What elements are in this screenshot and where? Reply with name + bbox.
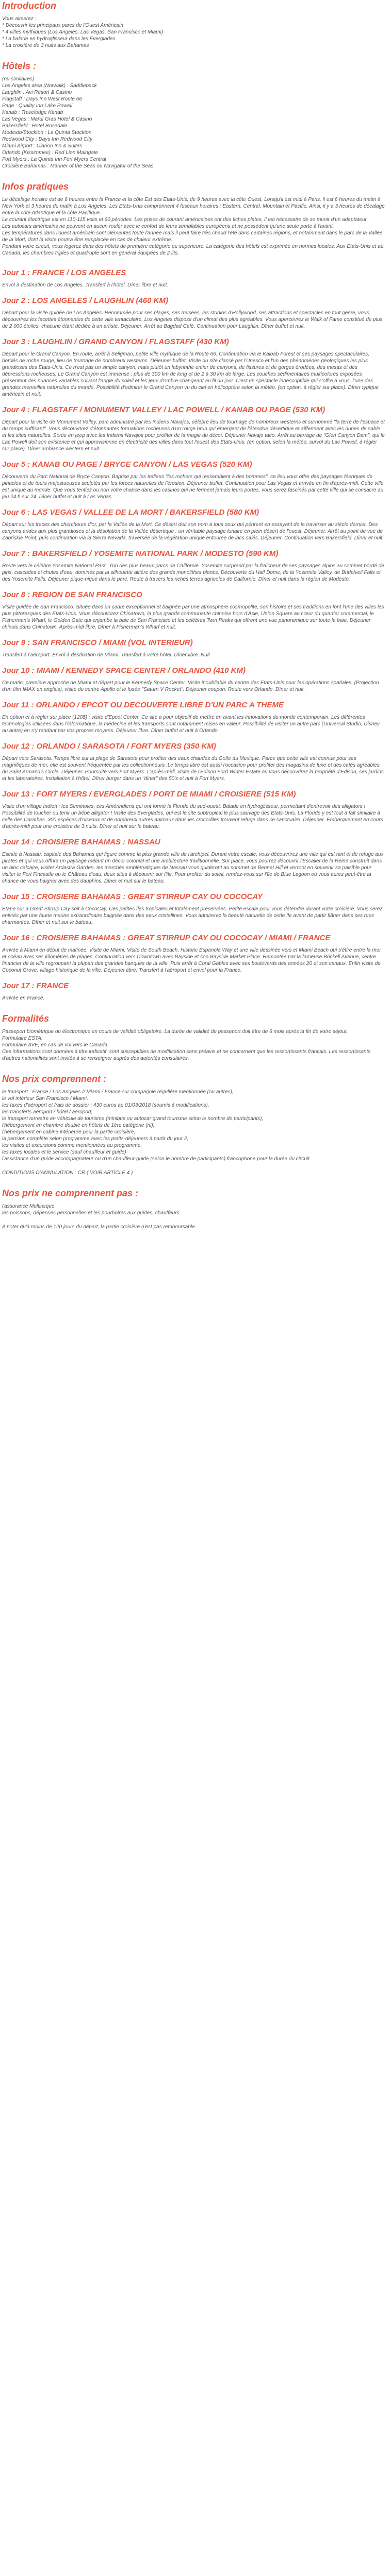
introduction-heading: Introduction (2, 1, 56, 11)
comprend-line: le vol intérieur San Francisco / Miami, (2, 1096, 88, 1101)
day-9 (2, 638, 385, 658)
day-title: Jour 7 : BAKERSFIELD / YOSEMITE NATIONAL PARK / MODESTO (590 KM) (2, 549, 279, 558)
day-title: Jour 5 : KANAB OU PAGE / BRYCE CANYON / LAS VEGAS (520 KM) (2, 460, 252, 469)
day-title: Jour 9 : SAN FRANCISCO / MIAMI (VOL INTERIEUR) (2, 638, 193, 647)
day-text: Étape sur à Great Stirrup Cay soit à CocoCay. Ces petites îles tropicales et totalement préservées. Petite escale pour vous détendre durant votre croisière. Vous serez enivrés par une faune marine extraordinaire baignée dans des eaux cristallines. Vous admirerez la beauté naturelle de cette île avant de partir flâner dans ses rues charmantes. Dîner et nuit sur le bateau. (2, 906, 383, 925)
day-text: Départ sur les traces des chercheurs d'or, par la Vallée de la Mort. Ce désert doit son nom à tous ceux qui périrent en essayant de la traverser au siècle dernier. Des canyons arides aux plus grandioses et la désolation de la Vallée désertique : un véritable paysage lunaire en plein désert de l'ouest. Déjeuner. Arrêt au point de vue de Zabriskie Point, puis continuation via la Sierra Nevada, traversée de la végétation unique entourée de lacs salés. Déjeuner. Continuation vers Bakersfield. Dîner et nuit. (2, 522, 384, 541)
day-text: Route vers le célèbre Yosemite National Park : l'un des plus beaux parcs de Californie. Yosemite surprend par la fraîcheur de ses paysages alpins au sommet bordé de pins, cascades et chutes d'eau, dominés par la silhouette altière des grands monolithes blancs. Découverte du Half Dome, de la Yosemite Valley, de Bridalveil Falls et des Yosemite Falls. Déjeuner pique-nique dans le parc. Route à travers les riches terres agricoles de Californie. Dîner et nuit dans la région de Modesto. (2, 563, 384, 582)
hotels-list (2, 76, 385, 170)
day-8 (2, 590, 385, 631)
formalites-line: Ces informations sont données à titre indicatif, sont susceptibles de modification sans préavis et ne concernent que les ressortissants français. Les ressortissants d'autres nationalités sont invités à se renseigner auprès des autorités consulaires. (2, 1049, 371, 1061)
infos-paragraph: Le courant électrique est en 110-115 volts et 60 périodes. Les prises de courant américaines ont des fiches plates, il est nécessaire de se munir d'un adaptateur. (2, 217, 368, 223)
infos-paragraph: Les autocars américains ne peuvent en aucun rouler avec le confort de leurs semblables européens et ne possèdent qu'une seule porte à l'avant. (2, 224, 334, 229)
day-text: Découverte du Parc National de Bryce Canyon. Baptisé par les Indiens "les rochers qui ressemblent à des hommes", ce lieu vous offre des paysages féeriques de pinacles et de tours majestueuses sculptés par les forces naturelles de l'érosion. Déjeuner buffet. Continuation pour Las Vegas et arrivée en fin d'après-midi. Cette ville est unique au monde. Que vous tentiez ou non votre chance dans les casinos qui ne ferment jamais leurs portes, vous serez fascinés par cette ville qui se consacre au jeu 24 h sur 24. Dîner buffet et nuit à Las Vegas. (2, 474, 384, 500)
nencomprend-line: les boissons, dépenses personnelles et les pourboires aux guides, chauffeurs. (2, 1210, 181, 1216)
introduction-line: * Découvrir les principaux parcs de l'Ouest Américain (2, 23, 123, 28)
day-5 (2, 460, 385, 500)
day-title: Jour 16 : CROISIERE BAHAMAS : GREAT STIRRUP CAY OU COCOCAY / MIAMI / FRANCE (2, 934, 331, 942)
day-text: Départ pour le Grand Canyon. En route, arrêt à Seligman, petite ville mythique de la Route 66. Continuation via le Kaibab Forest et ses paysages spectaculaires, bordés de roche rouge, lieu de tournage de nombreux westerns. Déjeuner buffet. Visite du site classé par l'Unesco et l'un des phénomènes géologiques les plus grandioses des Etats-Unis. Ce n'est pas un simple canyon, mais plutôt un labyrinthe entier de canyons, de fissures et de gorges érodées, des mesas et des dépressions rocheuses. Le Grand Canyon est immense : plus de 300 km de long et de 2 à 30 km de large. Les couches sédimentaires multicolores exposées présentent des nuances variables suivant l'angle du soleil et les jeux d'ombre changeant au fil du jour. C'est un spectacle indescriptible qui s'offre à vous, l'une des grandes merveilles naturelles du monde. Possibilité d'admirer le Grand Canyon vu du ciel en hélicoptère selon la météo, (en option, à régler sur place). Dîner typique américain et nuit. (2, 351, 379, 397)
day-text: Départ pour la visite guidée de Los Angeles. Renommée pour ses plages, ses musées, les studios d'Hollywood, ses attractions et spectacles en tout genre, vous découvrirez les facettes étonnantes de cette ville tentaculaire. Los Angeles dispose d'un climat des plus agréables. Vous apercevrez le Walk of Fame constitué de plus de 2 000 étoiles, chacune étant dédiée à un artiste. Déjeuner. Arrêt au Bagdad Café. Continuation pour Laughlin. Dîner buffet et nuit. (2, 310, 383, 329)
day-11 (2, 700, 385, 734)
day-12 (2, 741, 385, 782)
day-14 (2, 837, 385, 885)
day-text: Escale à Nassau, capitale des Bahamas qui figure comme la plus grande ville de l'archipel. Durant votre escale, vous découvrirez une ville qui est tant et de refuge aux pirates et qui vous offrira un paysage mêlant un décor colonial et une architecture traditionnelle. Sur place, vous pourrez découvrir l'Escalier de la Reine construit dans un bloc calcaire, visiter Ardastra Garden, les marchés emblématiques de Nassau vous guideront au sommet de Bennet Hill et verront en souvenir sa paisible pour visiter le Fort Fincastle ou le Château d'eau, deux sites à découvrir sur l'île. Pour profiter du soleil, rendez-vous sur l'île de Blue Lagoon où vous aurez peut-être la chance de vous baigner avec des dauphins. Dîner et nuit sur le bateau. (2, 852, 384, 884)
hotels-heading: Hôtels : (2, 61, 37, 71)
infos-paragraph: Le décalage horaire est de 6 heures entre la France et la côte Est des Etats-Unis, de 9 heures avec la côte Ouest. Lorsqu'il est midi à Paris, il est 6 heures du matin à New York et 3 heures du matin à Los Angeles. Les Etats-Unis comprennent 4 fuseaux horaires : Eastern, Central, Mountain et Pacific. Ainsi, il y a 3 heures de décalage entre la côte Atlantique et la côte Pacifique. (2, 197, 385, 216)
day-text: Envol à destination de Los Angeles. Transfert à l'hôtel. Dîner libre et nuit. (2, 282, 169, 288)
hotel-line: Croisière Bahamas : Mariner of the Seas ou Navigator of the Seas (2, 163, 154, 169)
hotel-line: Orlando (Kissimmee) : Red Lion Maingate (2, 150, 99, 156)
comprend-line: les transferts aéroport / hôtel / aéroport, (2, 1109, 93, 1115)
infos-heading: Infos pratiques (2, 181, 69, 192)
comprend-line: la pension complète selon programme avec les petits-déjeuners à partir du jour 2, (2, 1136, 189, 1142)
nencomprend-note: A noter qu'à moins de 120 jours du départ, la partie croisière n'est pas remboursable. (2, 1224, 197, 1230)
day-text: Visite d'un village Indien : les Seminoles, ces Amérindiens qui ont formé la Floride du sud-ouest. Balade en hydroglisseur, permettant d'entrevoir des alligators ! Possibilité de toucher ou tenir un bébé alligator ! Visite des Everglades, qui est le site subtropical le plus sauvage des Etats-Unis. La Floride y est tout à fait similaire à celle des Caraïbes. 300 espèces d'oiseaux et de nombreux autres animaux dans les crocodiles trouvent refuge dans ce sanctuaire. Déjeuner. Embarquement en cours d'après-midi pour une croisière de 3 nuits. Dîner et nuit sur le bateau. (2, 804, 383, 829)
hotel-line: Redwood City : Days Inn Redwood City (2, 137, 93, 142)
day-title: Jour 12 : ORLANDO / SARASOTA / FORT MYERS (350 KM) (2, 742, 216, 751)
day-17 (2, 981, 385, 1002)
day-title: Jour 3 : LAUGHLIN / GRAND CANYON / FLAGSTAFF (430 KM) (2, 337, 229, 346)
infos-paragraph: Les températures dans l'ouest américain sont clémentes toute l'année mais il peut faire très chaud l'été dans certaines régions, et notamment dans le parc de la Vallée de la Mort, dont la visite pourra être remplacée en cas de chaleur extrême. (2, 230, 383, 243)
introduction-text (2, 15, 385, 49)
day-10 (2, 666, 385, 693)
day-title: Jour 15 : CROISIERE BAHAMAS : GREAT STIRRUP CAY OU COCOCAY (2, 892, 263, 901)
nencomprend-list (2, 1203, 385, 1230)
comprend-line: les taxes d'aéroport et frais de dossier : 430 euros au 01/03/2018 (soumis à modifications), (2, 1103, 209, 1108)
infos-paragraph: Pendant votre circuit, vous logerez dans des hôtels de première catégorie ou supérieure. La catégorie des hôtels est exprimée en normes locales. Aux Etats-Unis et au Canada, les chambres triples et quadruple sont en général équipées de 2 lits. (2, 244, 384, 256)
formalites-line: Formulaire ESTA. (2, 1036, 43, 1041)
infos-text (2, 196, 385, 257)
day-1 (2, 268, 385, 289)
nencomprend-heading: Nos prix ne comprennent pas : (2, 1188, 139, 1198)
day-text: Visite guidée de San Francisco. Située dans un cadre exceptionnel et baignée par une atmosphère cosmopolite, son histoire et ses traditions en font l'une des villes les plus pittoresques des Etats-Unis. Vous découvrirez Chinatown, la plus grande communauté chinoise hors d'Asie, Union Square au cœur du quartier commercial, le Fisherman's Wharf, le Golden Gate qui enjambe la baie de San Francisco et les célèbres Twin Peaks qui offrent une vue panoramique sur toute la baie. Déjeuner chinois dans Chinatown. Après-midi libre. Dîner à Fisherman's Wharf et nuit. (2, 604, 384, 630)
hotel-line: Page : Quality Inn Lake Powell (2, 103, 73, 109)
day-13 (2, 789, 385, 830)
day-title: Jour 13 : FORT MYERS / EVERGLADES / PORT DE MIAMI / CROISIERE (515 KM) (2, 790, 296, 799)
introduction-line: Vous aimerez : (2, 16, 37, 22)
formalites-line: Passeport biométrique ou électronique en cours de validité obligatoire. La durée de validité du passeport doit être de 6 mois après la fin de votre séjour. (2, 1029, 348, 1035)
hotel-line: Laughlin : Avi Resort & Casino (2, 90, 72, 95)
day-title: Jour 6 : LAS VEGAS / VALLEE DE LA MORT / BAKERSFIELD (580 KM) (2, 508, 259, 517)
introduction-line: * 4 villes mythiques (Los Angeles, Las Vegas, San Francisco et Miami) (2, 29, 164, 35)
day-16 (2, 933, 385, 974)
day-title: Jour 4 : FLAGSTAFF / MONUMENT VALLEY / LAC POWELL / KANAB OU PAGE (530 KM) (2, 405, 325, 414)
day-text: Transfert à l'aéroport. Envol à destination de Miami. Transfert à votre hôtel. Dîner libre. Nuit (2, 652, 210, 658)
day-15 (2, 892, 385, 926)
introduction-line: * La balade en hydroglisseur dans les Everglades (2, 36, 116, 42)
hotel-line: (ou similaires) (2, 76, 35, 82)
hotel-line: Kanab : Travelodge Kanab (2, 110, 63, 115)
day-text: Départ pour la visite de Monument Valley, parc administré par les Indiens Navajos, célèbre lieu de tournage de nombreux westerns et surnommé "la terre de l'espace et du temps suffisant". Vous découvrirez d'étonnantes formations rocheuses d'un rouge brun qui émergent de l'étendue désertique et aiffennent avec les dunes de sable et les sites naturelles. Sortie en jeep avec les Indiens Navajos pour profiter de la magie du décor. Déjeuner Navajo taco. Arrêt au barrage de "Glen Canyon Dam", qui le Lac Powell doit son existence et qui approvisionne en électricité des villes dans tout l'ouest des Etats-Unis. (en option, selon la météo, survol du Lac Powell, à régler sur place). Dîner ambiance western et nuit. (2, 419, 385, 452)
formalites-text (2, 1028, 385, 1062)
day-title: Jour 2 : LOS ANGELES / LAUGHLIN (460 KM) (2, 296, 168, 305)
day-3 (2, 337, 385, 398)
comprend-line: l'hébergement en chambre double en hôtels de 1ère catégorie (nl), (2, 1123, 155, 1128)
cancellation-conditions: CONDITIONS D'ANNULATION : CR ( VOIR ARTICLE 4 ) (2, 1170, 133, 1176)
comprend-line: les visites et excursions comme mentionnées au programme, (2, 1143, 142, 1148)
day-4 (2, 405, 385, 452)
comprend-list (2, 1089, 385, 1162)
day-text: Ce matin, première approche de Miami et départ pour le Kennedy Space Center. Visite inoubliable du centre des Etats-Unis pour les opérations spatiales. (Projection d'un film IMAX en anglais), visite du centre Apollo et le fusée "Saturn V Rocket". Déjeuner coupon. Route vers Orlando. Dîner et nuit. (2, 680, 379, 692)
hotel-line: Modesto/Stockton : La Quinta Stockton (2, 130, 92, 135)
introduction-line: * La croisière de 3 nuits aux Bahamas (2, 43, 89, 48)
day-text: Arrivée à Miami en début de matinée. Visite de Miami. Visite de South Beach, Historic Espanola Way et une ville dessinée vers et Miami Beach qui s'étire entre la mer et océan avec ses kilomètres de plages. Continuation vers Downtown avec Bayside et son Bayside Market Place. Remontée par la fameuse Brickell Avenue, centre financier de la ville regroupant la plupart des grandes banques de la ville. Puis arrêt à Coral Gables avec ses boulevards des années 20 et son canaux. Enfin visite de Coconut Grove, village historique de la ville. Déjeuner libre. Transfert à l'aéroport et envol pour la France. (2, 947, 381, 973)
formalites-heading: Formalités (2, 1013, 50, 1024)
day-title: Jour 10 : MIAMI / KENNEDY SPACE CENTER / ORLANDO (410 KM) (2, 666, 246, 675)
comprend-heading: Nos prix comprennent : (2, 1074, 107, 1084)
day-title: Jour 1 : FRANCE / LOS ANGELES (2, 268, 126, 277)
hotel-line: Las Vegas : Mardi Gras Hotel & Casino (2, 116, 92, 122)
hotel-line: Los Angeles area (Norwalk) : Saddleback (2, 83, 97, 89)
day-text: En option et à régler sur place (120$) : visite d'Epcot Center. Ce site a pour objectif de mettre en avant les innovations du monde contemporain. Les différentes technologies utilisées dans l'informatique, la médecine et les transports sont notamment mises en valeur. Possibilité de visiter un autre parc (Universal Studio, Disney ou autre) en s'y rendant par vos propres moyens. Déjeuner libre. Dîner buffet et nuit à Orlando. (2, 715, 380, 734)
hotel-line: Fort Myers : La Quinta Inn Fort Myers Central (2, 157, 106, 162)
page (0, 0, 387, 1238)
day-title: Jour 14 : CROISIERE BAHAMAS : NASSAU (2, 838, 160, 846)
hotel-line: Bakersfield : Hotel Rosedale (2, 123, 68, 129)
formalites-line: Formulaire AVE, en cas de vol vers le Canada. (2, 1042, 109, 1048)
comprend-line: le transport : France / Los Angeles // Miami / France sur compagnie régulière mentionnée (ou autres), (2, 1089, 234, 1095)
hotel-line: Flagstaff : Days Inn West Route 66 (2, 96, 82, 102)
hotel-line: Miami Airport : Clarion Inn & Suites (2, 143, 83, 149)
day-title: Jour 11 : ORLANDO / EPCOT OU DECOUVERTE LIBRE D'UN PARC A THEME (2, 701, 284, 709)
comprend-line: les taxes locales et le service (sauf chauffeur et guide) (2, 1149, 126, 1155)
day-6 (2, 507, 385, 541)
day-title: Jour 17 : FRANCE (2, 981, 69, 990)
day-text: Arrivée en France. (2, 995, 45, 1001)
day-2 (2, 296, 385, 330)
day-7 (2, 549, 385, 583)
nencomprend-line: l'assurance Multirisque (2, 1204, 55, 1209)
comprend-line: l'hébergement en cabine intérieure pour la partie croisière, (2, 1129, 136, 1135)
comprend-line: l'assistance d'un guide accompagnateur ou d'un chauffeur-guide (selon le nombre de participants) francophone pour la durée du circuit. (2, 1156, 311, 1162)
day-text: Départ vers Sarasota. Temps libre sur la plage de Sarasota pour profiter des eaux chaudes du Golfe du Mexique. Parce que cette ville est connue pour ses magnifiques de mer, elle est souvent fréquentée par les collectionneurs. Le temps libre est aussi l'occasion pour profiter des magasins de luxe et des cafés agréables du Saint Armand's Circle. Déjeuner. Poursuite vers Fort Myers. L'après-midi, visite de l'Edison Ford Winter Estate où vous découvrirez la propriété d'Edison, ses jardins et les laboratoires. Installation à l'hôtel. Dîner burger dans un "diner" des 50's et nuit à Fort Myers. (2, 756, 384, 782)
day-title: Jour 8 : REGION DE SAN FRANCISCO (2, 590, 142, 599)
comprend-line: le transport terrestre en véhicule de tourisme (minibus ou autocar grand tourisme selon le nombre de participants), (2, 1116, 264, 1122)
